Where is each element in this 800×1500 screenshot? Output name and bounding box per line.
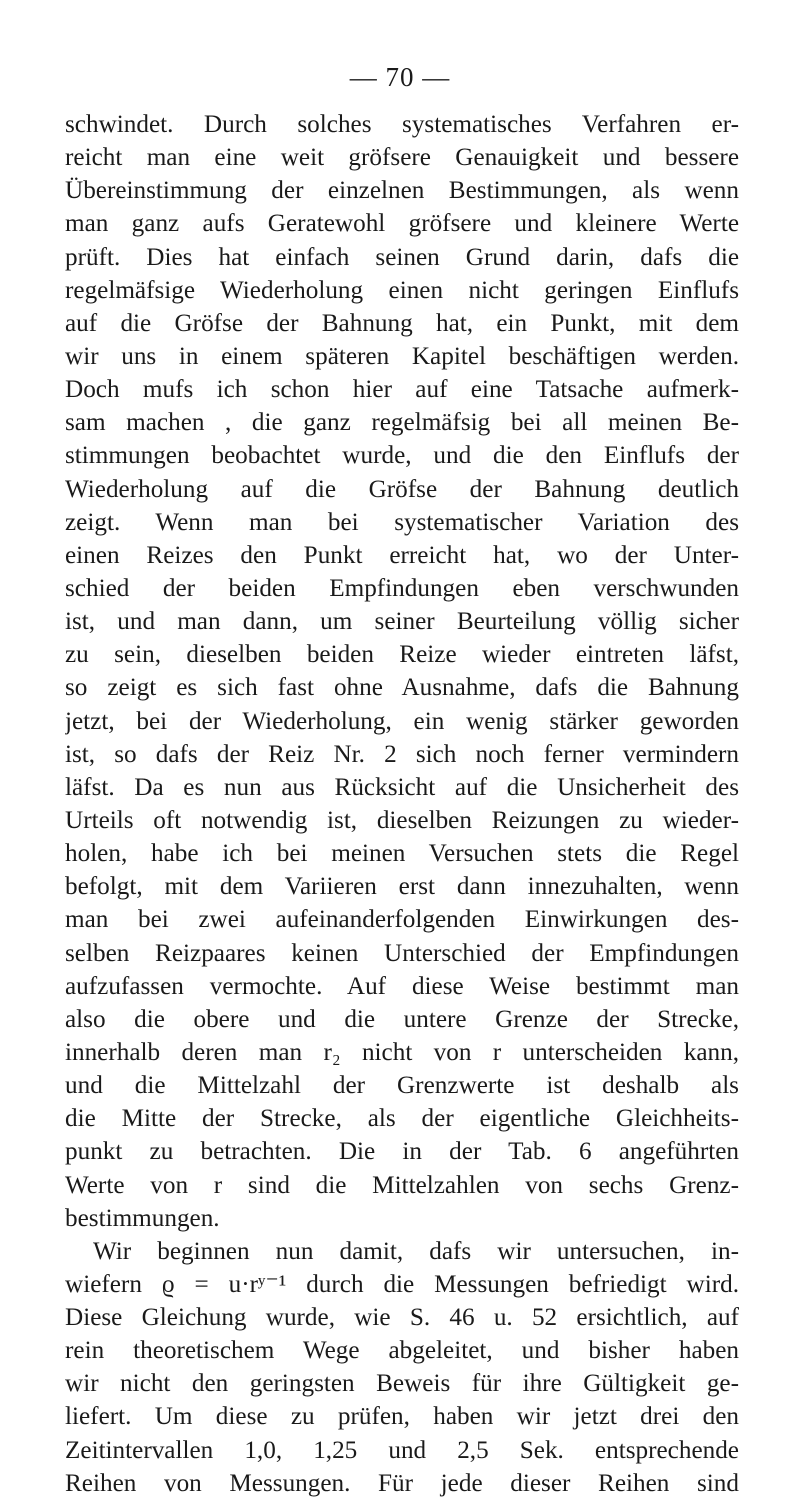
page-number: — 70 — (349, 62, 451, 92)
body-text (65, 108, 739, 1500)
text-line: Zeitintervallen 1,0, 1,25 und 2,5 Sek. entsprechende (65, 1436, 739, 1464)
text-line: wir uns in einem späteren Kapitel beschäftigen werden. (65, 342, 739, 370)
text-line: läfst. Da es nun aus Rücksicht auf die Unsicherheit des (65, 773, 739, 801)
text-line: Wiederholung auf die Gröfse der Bahnung deutlich (65, 475, 739, 503)
text-line: und die Mittelzahl der Grenzwerte ist deshalb als (65, 1072, 739, 1100)
text-line: punkt zu betrachten. Die in der Tab. 6 angeführten (65, 1138, 739, 1166)
text-line: reicht man eine weit gröfsere Genauigkeit und bessere (65, 144, 739, 172)
text-line: selben Reizpaares keinen Unterschied der Empfindungen (65, 939, 739, 967)
text-line: einen Reizes den Punkt erreicht hat, wo der Unter- (65, 541, 739, 569)
text-line: Diese Gleichung wurde, wie S. 46 u. 52 ersichtlich, auf (65, 1304, 739, 1332)
text-line: sam machen , die ganz regelmäfsig bei all meinen Be- (65, 409, 739, 437)
text-line: wir nicht den geringsten Beweis für ihre Gültigkeit ge- (65, 1370, 739, 1398)
text-line: prüft. Dies hat einfach seinen Grund darin, dafs die (65, 243, 739, 271)
text-line: die Mitte der Strecke, als der eigentliche Gleichheits- (65, 1105, 739, 1133)
text-line: schwindet. Durch solches systematisches Verfahren er- (65, 111, 739, 138)
text-line: rein theoretischem Wege abgeleitet, und bisher haben (65, 1337, 739, 1365)
text-line: man ganz aufs Geratewohl gröfsere und kleinere Werte (65, 210, 739, 238)
text-line: holen, habe ich bei meinen Versuchen stets die Regel (65, 840, 739, 868)
text-line: man bei zwei aufeinanderfolgenden Einwirkungen des- (65, 906, 739, 934)
text-line: regelmäfsige Wiederholung einen nicht geringen Einflufs (65, 276, 739, 304)
text-line: befolgt, mit dem Variieren erst dann innezuhalten, wenn (65, 873, 739, 901)
text-line: liefert. Um diese zu prüfen, haben wir jetzt drei den (65, 1403, 739, 1431)
text-line: so zeigt es sich fast ohne Ausnahme, dafs die Bahnung (65, 674, 739, 702)
text-line: schied der beiden Empfindungen eben verschwunden (65, 574, 739, 602)
text-line: also die obere und die untere Grenze der Strecke, (65, 1005, 739, 1033)
text-line: Wir beginnen nun damit, dafs wir untersuchen, in- (93, 1237, 739, 1265)
text-line: stimmungen beobachtet wurde, und die den Einflufs der (65, 442, 739, 470)
text-line: zeigt. Wenn man bei systematischer Variation des (65, 508, 739, 536)
text-line: auf die Gröfse der Bahnung hat, ein Punkt, mit dem (65, 309, 739, 337)
text-line: aufzufassen vermochte. Auf diese Weise bestimmt man (65, 972, 739, 1000)
text-line: Urteils oft notwendig ist, dieselben Reizungen zu wieder- (65, 806, 739, 834)
text-line: innerhalb deren man r₂ nicht von r unterscheiden kann, (65, 1038, 739, 1066)
text-line: ist, so dafs der Reiz Nr. 2 sich noch ferner vermindern (65, 740, 739, 768)
text-line: wiefern ϱ = u·rʸ⁻¹ durch die Messungen befriedigt wird. (65, 1270, 739, 1298)
text-line: Werte von r sind die Mittelzahlen von sechs Grenz- (65, 1171, 739, 1199)
text-line: Doch mufs ich schon hier auf eine Tatsache aufmerk- (65, 376, 739, 404)
text-line: Übereinstimmung der einzelnen Bestimmungen, als wenn (65, 177, 739, 205)
text-line: ist, und man dann, um seiner Beurteilung völlig sicher (65, 608, 739, 636)
text-line: Reihen von Messungen. Für jede dieser Reihen sind (65, 1469, 739, 1497)
text-line: bestimmungen. (65, 1204, 220, 1232)
text-line: jetzt, bei der Wiederholung, ein wenig stärker geworden (65, 707, 739, 735)
text-line: zu sein, dieselben beiden Reize wieder eintreten läfst, (65, 641, 739, 669)
